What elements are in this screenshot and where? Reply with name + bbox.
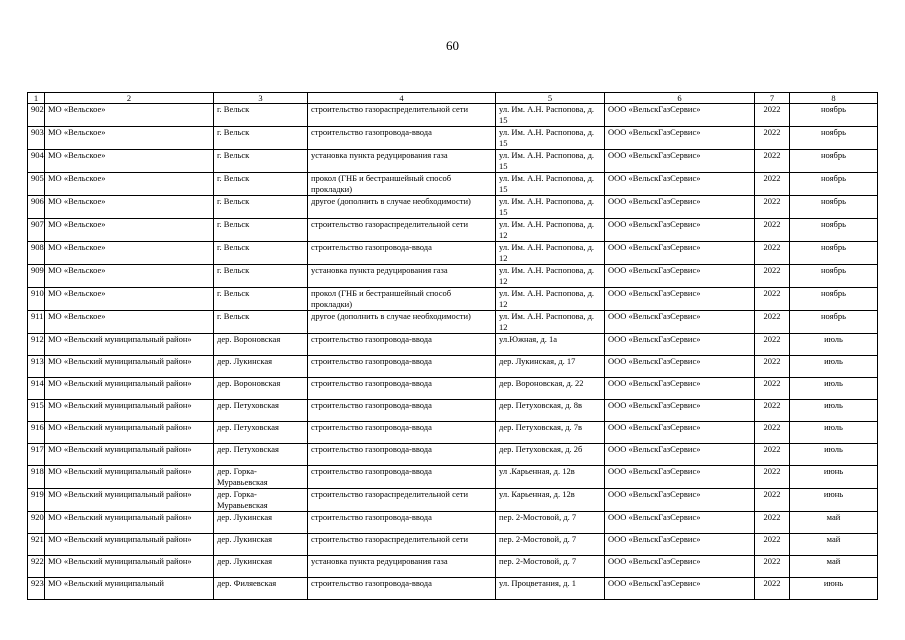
month-cell: ноябрь <box>790 311 878 334</box>
month-cell: июль <box>790 378 878 400</box>
row-number-cell: 906 <box>28 196 45 219</box>
row-number-cell: 903 <box>28 127 45 150</box>
table-row <box>28 534 878 556</box>
year-cell: 2022 <box>755 356 790 378</box>
table-row <box>28 489 878 512</box>
municipality-cell: МО «Вельский муниципальный район» <box>45 489 214 512</box>
year-cell: 2022 <box>755 311 790 334</box>
settlement-cell: дер. Петуховская <box>214 444 308 466</box>
settlement-cell: дер. Лукинская <box>214 556 308 578</box>
table-body <box>28 93 878 600</box>
table-row <box>28 334 878 356</box>
table-row <box>28 196 878 219</box>
contractor-cell: ООО «ВельскГазСервис» <box>605 311 755 334</box>
row-number-cell: 902 <box>28 104 45 127</box>
year-cell: 2022 <box>755 288 790 311</box>
settlement-cell: дер. Горка-Муравьевская <box>214 489 308 512</box>
row-number-cell: 923 <box>28 578 45 600</box>
address-cell: ул. Им. А.Н. Распопова, д. 15 <box>496 150 605 173</box>
work-type-cell: другое (дополнить в случае необходимости) <box>308 311 496 334</box>
row-number-cell: 920 <box>28 512 45 534</box>
contractor-cell: ООО «ВельскГазСервис» <box>605 196 755 219</box>
contractor-cell: ООО «ВельскГазСервис» <box>605 150 755 173</box>
table-row <box>28 173 878 196</box>
table-row <box>28 466 878 489</box>
year-cell: 2022 <box>755 534 790 556</box>
work-type-cell: строительство газораспределительной сети <box>308 534 496 556</box>
month-cell: июль <box>790 444 878 466</box>
month-cell: июль <box>790 422 878 444</box>
settlement-cell: дер. Лукинская <box>214 534 308 556</box>
row-number-cell: 910 <box>28 288 45 311</box>
row-number-cell: 908 <box>28 242 45 265</box>
municipality-cell: МО «Вельское» <box>45 265 214 288</box>
table-row <box>28 127 878 150</box>
settlement-cell: г. Вельск <box>214 196 308 219</box>
settlement-cell: дер. Лукинская <box>214 356 308 378</box>
address-cell: ул .Карьенная, д. 12в <box>496 466 605 489</box>
work-type-cell: строительство газопровода-ввода <box>308 444 496 466</box>
row-number-cell: 921 <box>28 534 45 556</box>
address-cell: пер. 2-Мостовой, д. 7 <box>496 512 605 534</box>
municipality-cell: МО «Вельский муниципальный район» <box>45 444 214 466</box>
contractor-cell: ООО «ВельскГазСервис» <box>605 173 755 196</box>
work-type-cell: строительство газораспределительной сети <box>308 219 496 242</box>
year-cell: 2022 <box>755 104 790 127</box>
month-cell: ноябрь <box>790 196 878 219</box>
row-number-cell: 914 <box>28 378 45 400</box>
table-row <box>28 422 878 444</box>
municipality-cell: МО «Вельский муниципальный район» <box>45 556 214 578</box>
month-cell: июль <box>790 400 878 422</box>
municipality-cell: МО «Вельский муниципальный район» <box>45 334 214 356</box>
settlement-cell: дер. Филяевская <box>214 578 308 600</box>
work-type-cell: строительство газопровода-ввода <box>308 422 496 444</box>
address-cell: ул. Им. А.Н. Распопова, д. 12 <box>496 219 605 242</box>
settlement-cell: г. Вельск <box>214 104 308 127</box>
row-number-cell: 916 <box>28 422 45 444</box>
contractor-cell: ООО «ВельскГазСервис» <box>605 578 755 600</box>
settlement-cell: г. Вельск <box>214 219 308 242</box>
column-header-3: 3 <box>214 93 308 104</box>
year-cell: 2022 <box>755 489 790 512</box>
year-cell: 2022 <box>755 173 790 196</box>
table-row <box>28 242 878 265</box>
month-cell: ноябрь <box>790 242 878 265</box>
settlement-cell: дер. Горка-Муравьевская <box>214 466 308 489</box>
settlement-cell: г. Вельск <box>214 150 308 173</box>
month-cell: ноябрь <box>790 288 878 311</box>
month-cell: ноябрь <box>790 265 878 288</box>
year-cell: 2022 <box>755 265 790 288</box>
column-header-1: 1 <box>28 93 45 104</box>
address-cell: пер. 2-Мостовой, д. 7 <box>496 534 605 556</box>
table-row <box>28 378 878 400</box>
municipality-cell: МО «Вельское» <box>45 242 214 265</box>
municipality-cell: МО «Вельский муниципальный район» <box>45 512 214 534</box>
municipality-cell: МО «Вельский муниципальный район» <box>45 378 214 400</box>
contractor-cell: ООО «ВельскГазСервис» <box>605 356 755 378</box>
settlement-cell: г. Вельск <box>214 288 308 311</box>
year-cell: 2022 <box>755 378 790 400</box>
municipality-cell: МО «Вельское» <box>45 288 214 311</box>
settlement-cell: дер. Петуховская <box>214 400 308 422</box>
address-cell: дер. Лукинская, д. 17 <box>496 356 605 378</box>
year-cell: 2022 <box>755 334 790 356</box>
month-cell: ноябрь <box>790 127 878 150</box>
municipality-cell: МО «Вельское» <box>45 127 214 150</box>
address-cell: дер. Петуховская, д. 7в <box>496 422 605 444</box>
settlement-cell: дер. Петуховская <box>214 422 308 444</box>
address-cell: ул. Им. А.Н. Распопова, д. 15 <box>496 104 605 127</box>
month-cell: июль <box>790 356 878 378</box>
year-cell: 2022 <box>755 556 790 578</box>
contractor-cell: ООО «ВельскГазСервис» <box>605 378 755 400</box>
month-cell: ноябрь <box>790 219 878 242</box>
table-row <box>28 512 878 534</box>
year-cell: 2022 <box>755 422 790 444</box>
municipality-cell: МО «Вельское» <box>45 219 214 242</box>
contractor-cell: ООО «ВельскГазСервис» <box>605 422 755 444</box>
address-cell: ул. Им. А.Н. Распопова, д. 12 <box>496 242 605 265</box>
row-number-cell: 917 <box>28 444 45 466</box>
month-cell: июнь <box>790 578 878 600</box>
contractor-cell: ООО «ВельскГазСервис» <box>605 512 755 534</box>
year-cell: 2022 <box>755 400 790 422</box>
municipality-cell: МО «Вельский муниципальный район» <box>45 422 214 444</box>
year-cell: 2022 <box>755 444 790 466</box>
year-cell: 2022 <box>755 578 790 600</box>
work-type-cell: строительство газопровода-ввода <box>308 400 496 422</box>
year-cell: 2022 <box>755 127 790 150</box>
table-row <box>28 311 878 334</box>
settlement-cell: дер. Лукинская <box>214 512 308 534</box>
contractor-cell: ООО «ВельскГазСервис» <box>605 534 755 556</box>
row-number-cell: 905 <box>28 173 45 196</box>
address-cell: дер. Петуховская, д. 8в <box>496 400 605 422</box>
address-cell: ул. Им. А.Н. Распопова, д. 15 <box>496 173 605 196</box>
municipality-cell: МО «Вельский муниципальный район» <box>45 466 214 489</box>
year-cell: 2022 <box>755 219 790 242</box>
row-number-cell: 919 <box>28 489 45 512</box>
month-cell: июль <box>790 334 878 356</box>
work-type-cell: другое (дополнить в случае необходимости) <box>308 196 496 219</box>
work-type-cell: строительство газопровода-ввода <box>308 356 496 378</box>
year-cell: 2022 <box>755 466 790 489</box>
address-cell: ул. Им. А.Н. Распопова, д. 15 <box>496 127 605 150</box>
data-table <box>27 92 878 600</box>
month-cell: май <box>790 534 878 556</box>
column-header-2: 2 <box>45 93 214 104</box>
address-cell: ул. Им. А.Н. Распопова, д. 12 <box>496 311 605 334</box>
municipality-cell: МО «Вельское» <box>45 104 214 127</box>
contractor-cell: ООО «ВельскГазСервис» <box>605 466 755 489</box>
work-type-cell: строительство газопровода-ввода <box>308 242 496 265</box>
row-number-cell: 904 <box>28 150 45 173</box>
municipality-cell: МО «Вельский муниципальный район» <box>45 400 214 422</box>
address-cell: ул. Им. А.Н. Распопова, д. 15 <box>496 196 605 219</box>
address-cell: ул. Им. А.Н. Распопова, д. 12 <box>496 288 605 311</box>
table-row <box>28 219 878 242</box>
settlement-cell: дер. Вороновская <box>214 334 308 356</box>
settlement-cell: г. Вельск <box>214 242 308 265</box>
work-type-cell: строительство газопровода-ввода <box>308 378 496 400</box>
row-number-cell: 909 <box>28 265 45 288</box>
row-number-cell: 918 <box>28 466 45 489</box>
address-cell: дер. Вороновская, д. 22 <box>496 378 605 400</box>
row-number-cell: 907 <box>28 219 45 242</box>
work-type-cell: строительство газопровода-ввода <box>308 466 496 489</box>
table-row <box>28 444 878 466</box>
contractor-cell: ООО «ВельскГазСервис» <box>605 334 755 356</box>
work-type-cell: строительство газораспределительной сети <box>308 489 496 512</box>
month-cell: ноябрь <box>790 104 878 127</box>
address-cell: пер. 2-Мостовой, д. 7 <box>496 556 605 578</box>
settlement-cell: дер. Вороновская <box>214 378 308 400</box>
table-row <box>28 578 878 600</box>
work-type-cell: установка пункта редуцирования газа <box>308 265 496 288</box>
table-row <box>28 150 878 173</box>
municipality-cell: МО «Вельское» <box>45 173 214 196</box>
address-cell: ул.Южная, д. 1а <box>496 334 605 356</box>
month-cell: ноябрь <box>790 150 878 173</box>
row-number-cell: 915 <box>28 400 45 422</box>
table-row <box>28 400 878 422</box>
municipality-cell: МО «Вельское» <box>45 196 214 219</box>
contractor-cell: ООО «ВельскГазСервис» <box>605 104 755 127</box>
work-type-cell: прокол (ГНБ и бестраншейный способ прокладки) <box>308 288 496 311</box>
municipality-cell: МО «Вельский муниципальный район» <box>45 356 214 378</box>
municipality-cell: МО «Вельское» <box>45 150 214 173</box>
settlement-cell: г. Вельск <box>214 265 308 288</box>
work-type-cell: прокол (ГНБ и бестраншейный способ прокладки) <box>308 173 496 196</box>
month-cell: май <box>790 556 878 578</box>
contractor-cell: ООО «ВельскГазСервис» <box>605 265 755 288</box>
municipality-cell: МО «Вельское» <box>45 311 214 334</box>
contractor-cell: ООО «ВельскГазСервис» <box>605 556 755 578</box>
table-row <box>28 556 878 578</box>
row-number-cell: 911 <box>28 311 45 334</box>
table-row <box>28 356 878 378</box>
month-cell: июнь <box>790 489 878 512</box>
year-cell: 2022 <box>755 150 790 173</box>
work-type-cell: установка пункта редуцирования газа <box>308 556 496 578</box>
column-header-6: 6 <box>605 93 755 104</box>
work-type-cell: строительство газопровода-ввода <box>308 127 496 150</box>
column-header-7: 7 <box>755 93 790 104</box>
work-type-cell: строительство газопровода-ввода <box>308 578 496 600</box>
column-header-5: 5 <box>496 93 605 104</box>
contractor-cell: ООО «ВельскГазСервис» <box>605 444 755 466</box>
contractor-cell: ООО «ВельскГазСервис» <box>605 400 755 422</box>
contractor-cell: ООО «ВельскГазСервис» <box>605 127 755 150</box>
page-number: 60 <box>446 38 459 53</box>
contractor-cell: ООО «ВельскГазСервис» <box>605 489 755 512</box>
column-header-4: 4 <box>308 93 496 104</box>
year-cell: 2022 <box>755 242 790 265</box>
contractor-cell: ООО «ВельскГазСервис» <box>605 242 755 265</box>
municipality-cell: МО «Вельский муниципальный район» <box>45 534 214 556</box>
address-cell: ул. Процветания, д. 1 <box>496 578 605 600</box>
year-cell: 2022 <box>755 512 790 534</box>
month-cell: май <box>790 512 878 534</box>
year-cell: 2022 <box>755 196 790 219</box>
contractor-cell: ООО «ВельскГазСервис» <box>605 288 755 311</box>
work-type-cell: строительство газопровода-ввода <box>308 334 496 356</box>
column-header-8: 8 <box>790 93 878 104</box>
work-type-cell: строительство газопровода-ввода <box>308 512 496 534</box>
address-cell: ул. Им. А.Н. Распопова, д. 12 <box>496 265 605 288</box>
settlement-cell: г. Вельск <box>214 127 308 150</box>
municipality-cell: МО «Вельский муниципальный <box>45 578 214 600</box>
settlement-cell: г. Вельск <box>214 173 308 196</box>
table-row <box>28 288 878 311</box>
header-row <box>28 93 878 104</box>
work-type-cell: строительство газораспределительной сети <box>308 104 496 127</box>
month-cell: ноябрь <box>790 173 878 196</box>
table-row <box>28 265 878 288</box>
row-number-cell: 913 <box>28 356 45 378</box>
contractor-cell: ООО «ВельскГазСервис» <box>605 219 755 242</box>
settlement-cell: г. Вельск <box>214 311 308 334</box>
row-number-cell: 922 <box>28 556 45 578</box>
address-cell: дер. Петуховская, д. 2б <box>496 444 605 466</box>
month-cell: июнь <box>790 466 878 489</box>
address-cell: ул. Карьенная, д. 12в <box>496 489 605 512</box>
work-type-cell: установка пункта редуцирования газа <box>308 150 496 173</box>
row-number-cell: 912 <box>28 334 45 356</box>
table-row <box>28 104 878 127</box>
